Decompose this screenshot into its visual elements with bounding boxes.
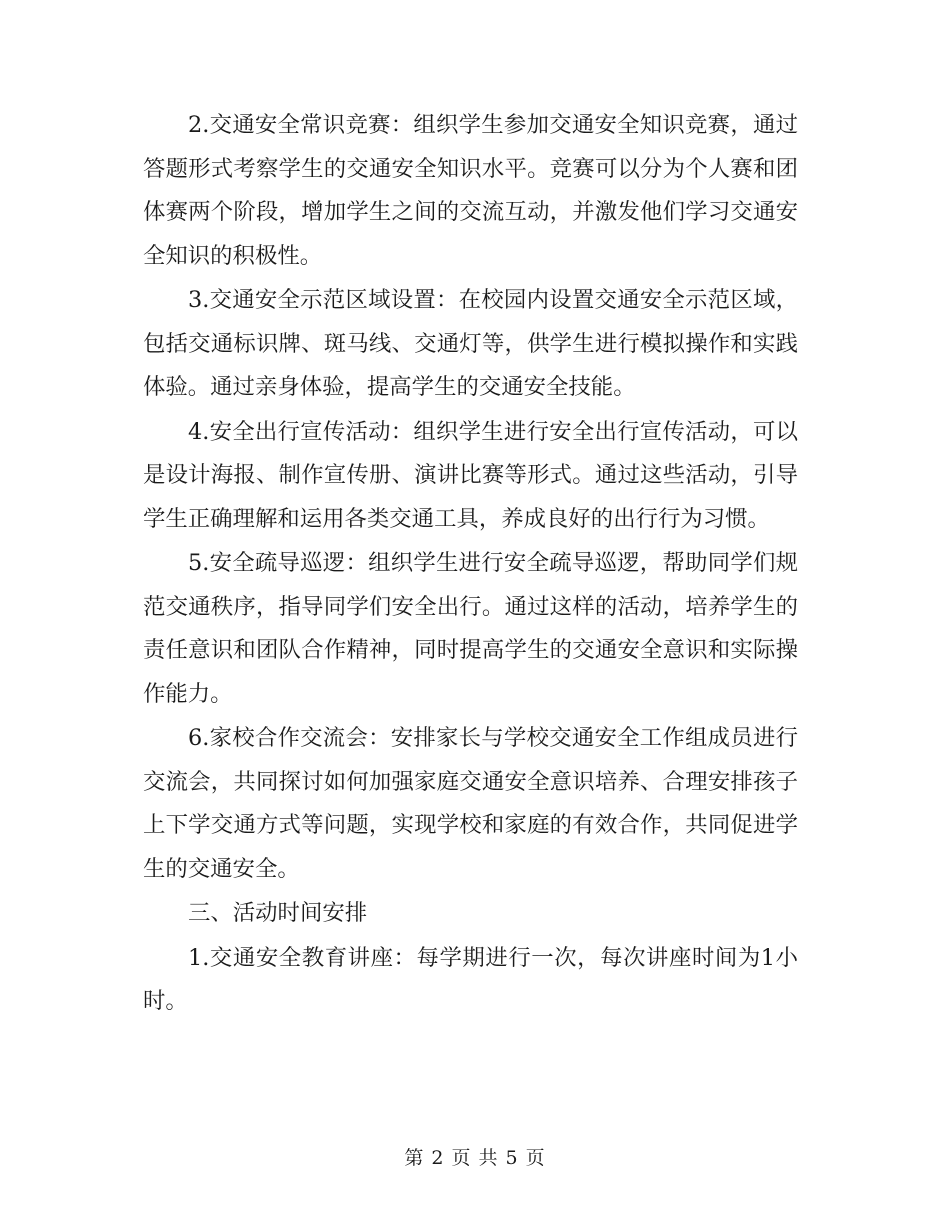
document-body	[143, 104, 798, 1024]
paragraph-traffic-knowledge-contest: 2.交通安全常识竞赛：组织学生参加交通安全知识竞赛，通过答题形式考察学生的交通安全知识水平。竞赛可以分为个人赛和团体赛两个阶段，增加学生之间的交流互动，并激发他们学习交通安全知识的积极性。	[143, 112, 798, 269]
paragraph-home-school-meeting: 6.家校合作交流会：安排家长与学校交通安全工作组成员进行交流会，共同探讨如何加强家庭交通安全意识培养、合理安排孩子上下学交通方式等问题，实现学校和家庭的有效合作，共同促进学生的交通安全。	[143, 725, 798, 882]
paragraph-lecture-schedule: 1.交通安全教育讲座：每学期进行一次，每次讲座时间为1小时。	[143, 944, 798, 1014]
paragraph-safety-patrol: 5.安全疏导巡逻：组织学生进行安全疏导巡逻，帮助同学们规范交通秩序，指导同学们安全出行。通过这样的活动，培养学生的责任意识和团队合作精神，同时提高学生的交通安全意识和实际操作能力。	[143, 550, 798, 707]
paragraph-demo-zone-setup: 3.交通安全示范区域设置：在校园内设置交通安全示范区域，包括交通标识牌、斑马线、交通灯等，供学生进行模拟操作和实践体验。通过亲身体验，提高学生的交通安全技能。	[143, 287, 798, 400]
paragraph-safe-travel-campaign: 4.安全出行宣传活动：组织学生进行安全出行宣传活动，可以是设计海报、制作宣传册、演讲比赛等形式。通过这些活动，引导学生正确理解和运用各类交通工具，养成良好的出行行为习惯。	[143, 418, 798, 532]
page-number-footer: 第 2 页 共 5 页	[404, 1147, 546, 1169]
section-heading-schedule: 三、活动时间安排	[188, 900, 368, 926]
